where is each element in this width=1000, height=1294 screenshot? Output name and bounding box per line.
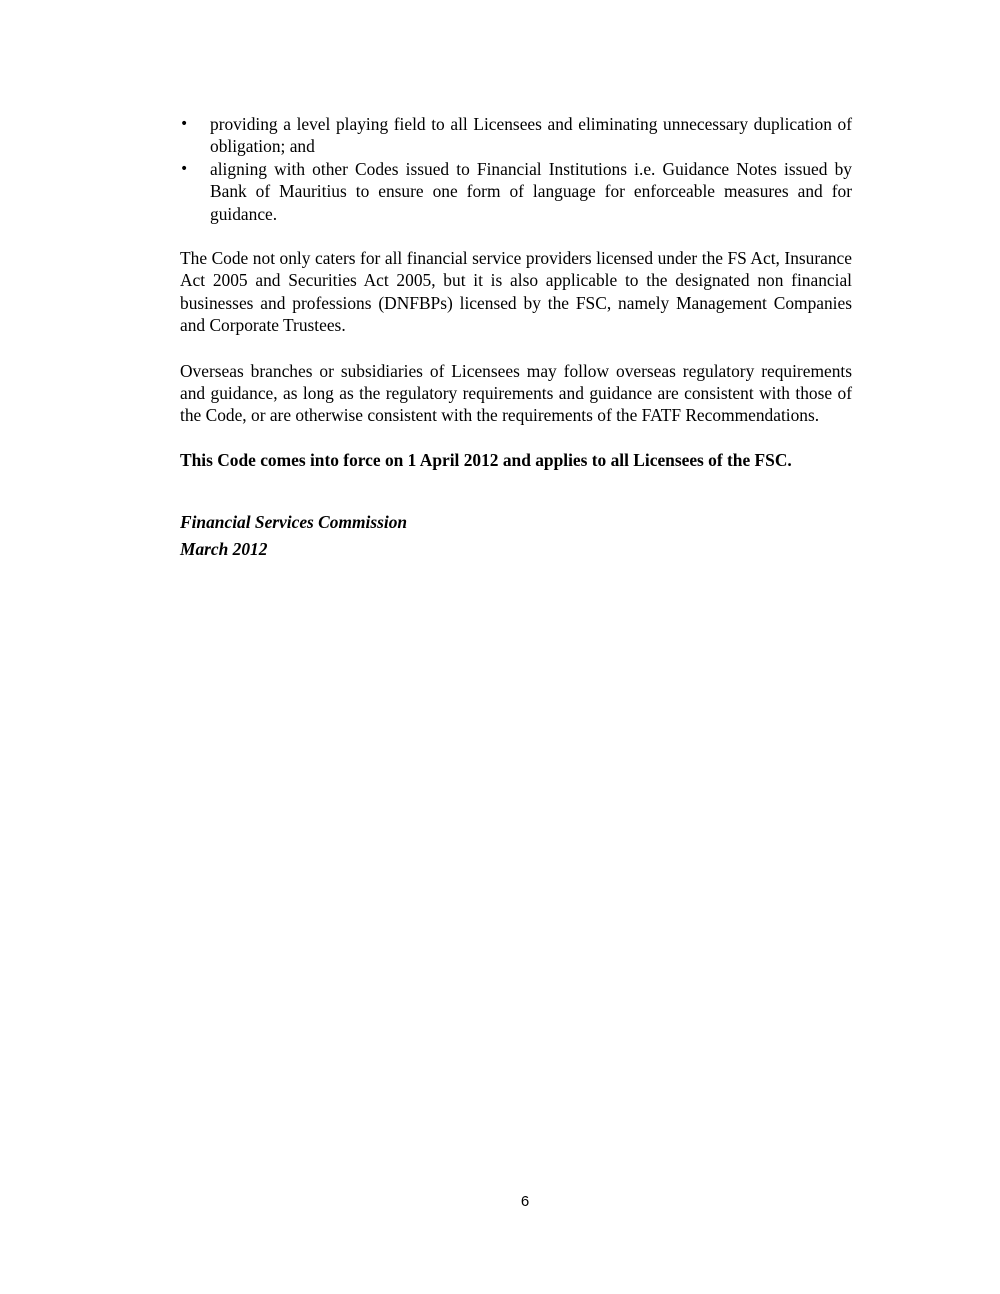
bullet-text: providing a level playing field to all Licensees and eliminating unnecessary duplication of obligation; and <box>210 114 852 157</box>
paragraph-code-scope: The Code not only caters for all financial service providers licensed under the FS Act, Insurance Act 2005 and Securities Act 2005, but it is also applicable to the designated non financial businesses and professions (DNFBPs) licensed by the FSC, namely Management Companies and Corporate Trustees. <box>180 248 852 336</box>
effective-date-notice: This Code comes into force on 1 April 2012 and applies to all Licensees of the FSC. <box>180 449 792 470</box>
signature-organization: Financial Services Commission <box>180 512 408 533</box>
bullet-item <box>180 113 852 158</box>
page-number: 6 <box>520 1193 530 1210</box>
bullet-icon: • <box>180 116 189 132</box>
signature-block <box>180 509 852 563</box>
bullet-item <box>180 158 852 225</box>
bullet-list <box>180 113 852 225</box>
paragraph-overseas-branches: Overseas branches or subsidiaries of Licensees may follow overseas regulatory requirements and guidance, as long as the regulatory requirements and guidance are consistent with those of the Code, or are otherwise consistent with the requirements of the FATF Recommendations. <box>180 360 852 426</box>
bullet-text: aligning with other Codes issued to Financial Institutions i.e. Guidance Notes issued by Bank of Mauritius to ensure one form of language for enforceable measures and for guidance. <box>210 158 852 224</box>
bullet-icon: • <box>180 160 189 177</box>
signature-date: March 2012 <box>180 539 268 560</box>
page-content <box>180 113 852 563</box>
